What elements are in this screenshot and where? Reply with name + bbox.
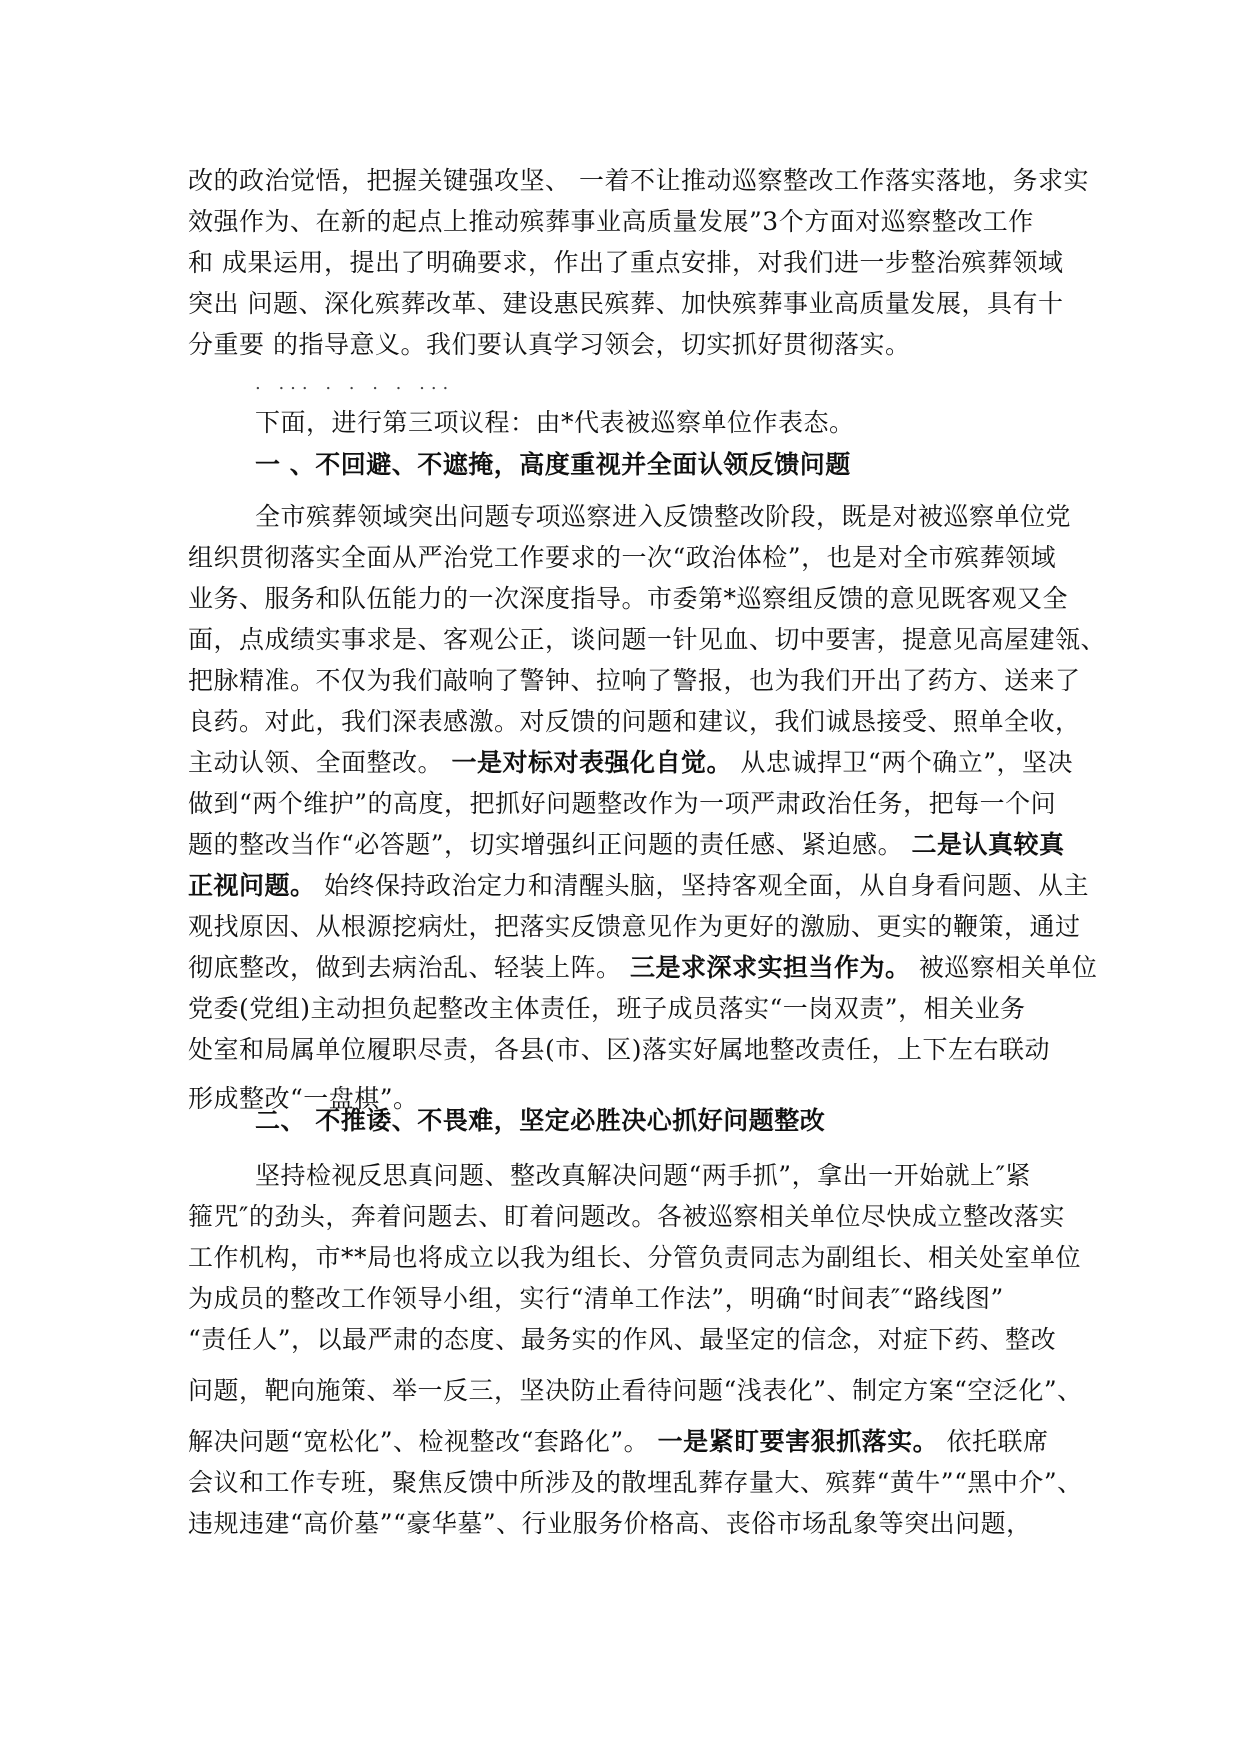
bold-lead: 二是认真较真 [911, 830, 1065, 859]
bold-lead: 一是紧盯要害狠抓落实。 [657, 1427, 939, 1456]
text-line: 把脉精准。不仅为我们敲响了警钟、拉响了警报，也为我们开出了药方、送来了 [188, 666, 1081, 695]
text-line: 改的政治觉悟，把握关键强攻坚、 一着不让推动巡察整改工作落实落地，务求实 [188, 166, 1089, 195]
paragraph-intro [188, 160, 1089, 365]
text-run: 题的整改当作“必答题”，切实增强纠正问题的责任感、紧迫感。 [188, 830, 912, 859]
text-line [188, 947, 1098, 988]
section-2-body [188, 1155, 1083, 1544]
section-heading: 一 、不回避、不遮掩，高度重视并全面认领反馈问题 [255, 450, 851, 479]
text-line: 工作机构，市**局也将成立以我为组长、分管负责同志为副组长、相关处室单位 [188, 1243, 1082, 1272]
text-line [188, 865, 1089, 906]
text-line: 为成员的整改工作领导小组，实行“清单工作法”，明确“时间表″“路线图” [188, 1284, 1004, 1313]
text-line: 会议和工作专班，聚焦反馈中所涉及的散埋乱葬存量大、殡葬“黄牛”“黑中介”、 [188, 1468, 1083, 1497]
section-1-heading [188, 444, 1058, 485]
text-line: 业务、服务和队伍能力的一次深度指导。市委第*巡察组反馈的意见既客观又全 [188, 584, 1069, 613]
text-run: 从忠诚捍卫“两个确立”，坚决 [731, 748, 1073, 777]
text-line: 坚持检视反思真问题、整改真解决问题“两手抓”，拿出一开始就上″紧 [255, 1161, 1031, 1190]
text-line: 形成整改“一盘棋”。 [188, 1084, 419, 1113]
text-run: 彻底整改，做到去病治乱、轻装上阵。 [188, 953, 630, 982]
text-line: “责任人”，以最严肃的态度、最务实的作风、最坚定的信念，对症下药、整改 [188, 1325, 1057, 1354]
text-run: 始终保持政治定力和清醒头脑，坚持客观全面，从自身看问题、从主 [315, 871, 1089, 900]
bold-lead: 正视问题。 [188, 871, 316, 900]
text-line: 违规违建“高价墓”“豪华墓”、行业服务价格高、丧俗市场乱象等突出问题， [188, 1509, 1032, 1538]
ellipsis-text: . ... . . . . ... [255, 373, 455, 394]
text-run: 主动认领、全面整改。 [188, 748, 452, 777]
text-line: 党委(党组)主动担负起整改主体责任，班子成员落实“一岗双责”，相关业务 [188, 994, 1026, 1023]
section-2-heading [188, 1100, 1058, 1141]
text-run: 解决问题“宽松化”、检视整改“套路化”。 [188, 1427, 658, 1456]
text-line [188, 1421, 1058, 1462]
ellipsis-row [255, 363, 1125, 404]
text-line: 做到“两个维护”的高度，把抓好问题整改作为一项严肃政治任务，把每一个问 [188, 789, 1057, 818]
text-line: 处室和局属单位履职尽责，各县(市、区)落实好属地整改责任，上下左右联动 [188, 1035, 1051, 1064]
section-heading: 二、 不推诿、不畏难，坚定必胜决心抓好问题整改 [255, 1106, 826, 1135]
text-line: 观找原因、从根源挖病灶，把落实反馈意见作为更好的激励、更实的鞭策，通过 [188, 912, 1081, 941]
section-1-body [188, 496, 1107, 1119]
text-run: 依托联席 [938, 1427, 1049, 1456]
text-line: 箍咒″的劲头，奔着问题去、盯着问题改。各被巡察相关单位尽快成立整改落实 [188, 1202, 1065, 1231]
text-line: 突出 问题、深化殡葬改革、建设惠民殡葬、加快殡葬事业高质量发展，具有十 [188, 289, 1064, 318]
bold-lead: 三是求深求实担当作为。 [629, 953, 911, 982]
text-run: 被巡察相关单位 [910, 953, 1098, 982]
text-line: 组织贯彻落实全面从严治党工作要求的一次“政治体检”，也是对全市殡葬领域 [188, 543, 1057, 572]
text-line: 效强作为、在新的起点上推动殡葬事业高质量发展”3个方面对巡察整改工作 [188, 207, 1034, 236]
bold-lead: 一是对标对表强化自觉。 [451, 748, 732, 777]
text-line: 分重要 的指导意义。我们要认真学习领会，切实抓好贯彻落实。 [188, 330, 911, 359]
text-line: 全市殡葬领域突出问题专项巡察进入反馈整改阶段，既是对被巡察单位党 [255, 502, 1072, 531]
text-line: 问题，靶向施策、举一反三，坚决防止看待问题“浅表化”、制定方案“空泛化”、 [188, 1376, 1083, 1405]
text-line: 和 成果运用，提出了明确要求，作出了重点安排，对我们进一步整治殡葬领域 [188, 248, 1064, 277]
agenda-text: 下面，进行第三项议程：由*代表被巡察单位作表态。 [255, 408, 855, 437]
text-line: 良药。对此，我们深表感激。对反馈的问题和建议，我们诚恳接受、照单全收， [188, 707, 1081, 736]
text-line [188, 824, 1065, 865]
text-line [188, 742, 1073, 783]
agenda-paragraph [188, 402, 1058, 443]
text-line: 面，点成绩实事求是、客观公正，谈问题一针见血、切中要害，提意见高屋建瓴、 [188, 625, 1107, 654]
